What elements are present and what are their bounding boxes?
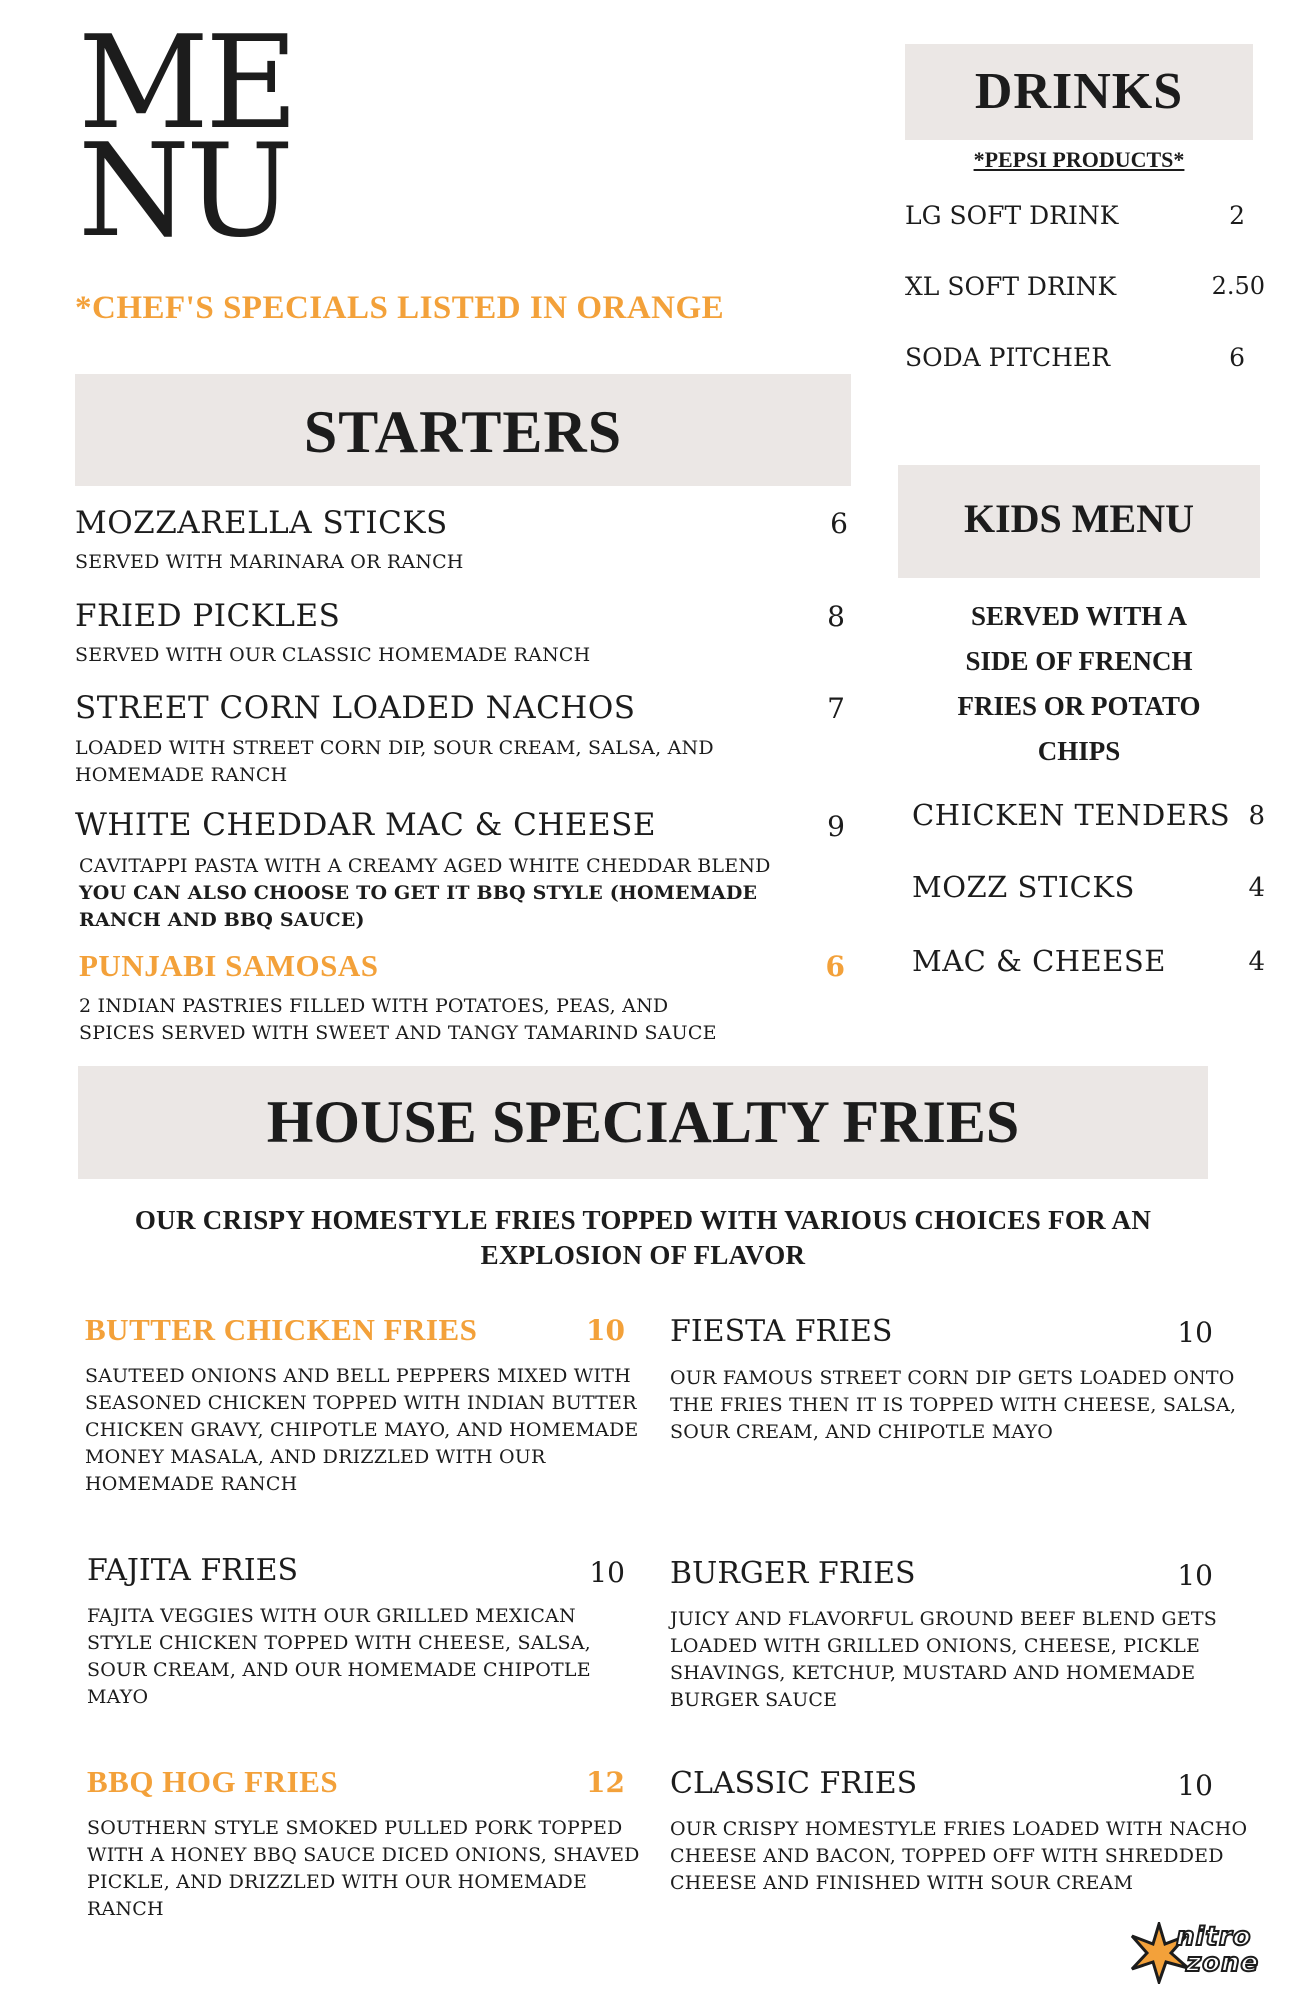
fries-desc-fiesta bbox=[670, 1365, 1236, 1446]
desc-line: SOUR CREAM, AND CHIPOTLE MAYO bbox=[670, 1421, 1054, 1443]
fries-price-burger: 10 bbox=[1177, 1559, 1213, 1592]
fries-price-fajita: 10 bbox=[589, 1556, 625, 1589]
nitro-zone-logo bbox=[1128, 1916, 1280, 1992]
fries-name-burger: BURGER FRIES bbox=[670, 1556, 916, 1591]
drink-name-lg-soft-drink: LG SOFT DRINK bbox=[905, 201, 1119, 230]
starter-desc-punjabi-samosas bbox=[79, 993, 717, 1047]
starter-price-street-corn-nachos: 7 bbox=[827, 692, 845, 725]
note-line: CHIPS bbox=[1037, 736, 1121, 766]
logo-text-line2: zone bbox=[1186, 1948, 1260, 1978]
starter-desc-white-cheddar-mac bbox=[79, 853, 771, 934]
drinks-title: DRINKS bbox=[974, 63, 1184, 120]
menu-title bbox=[78, 9, 295, 266]
desc-line: HOMEMADE RANCH bbox=[85, 1473, 298, 1495]
kids-price-mozz-sticks: 4 bbox=[1248, 873, 1265, 903]
logo-text bbox=[1176, 1924, 1259, 1976]
starter-desc-fried-pickles: SERVED WITH OUR CLASSIC HOMEMADE RANCH bbox=[75, 644, 591, 666]
drink-price-lg-soft-drink: 2 bbox=[1229, 201, 1245, 230]
fries-header bbox=[78, 1066, 1208, 1179]
desc-line: THE FRIES THEN IT IS TOPPED WITH CHEESE, SALSA, bbox=[670, 1394, 1237, 1416]
desc-line: STYLE CHICKEN TOPPED WITH CHEESE, SALSA, bbox=[87, 1632, 591, 1654]
desc-line: HOMEMADE RANCH bbox=[75, 764, 288, 786]
desc-line: CHEESE AND BACON, TOPPED OFF WITH SHREDDED bbox=[670, 1845, 1224, 1867]
fries-subtitle bbox=[78, 1203, 1208, 1273]
starter-price-mozzarella-sticks: 6 bbox=[830, 507, 848, 540]
drink-price-soda-pitcher: 6 bbox=[1229, 343, 1245, 372]
desc-line: OUR CRISPY HOMESTYLE FRIES LOADED WITH NACHO bbox=[670, 1818, 1248, 1840]
fries-desc-fajita bbox=[87, 1603, 591, 1711]
drink-price-xl-soft-drink: 2.50 bbox=[1211, 272, 1265, 300]
desc-line: CAVITAPPI PASTA WITH A CREAMY AGED WHITE CHEDDAR BLEND bbox=[79, 855, 771, 877]
starter-name-white-cheddar-mac: WHITE CHEDDAR MAC & CHEESE bbox=[75, 807, 657, 843]
desc-line: BURGER SAUCE bbox=[670, 1689, 838, 1711]
chef-specials-note: *CHEF'S SPECIALS LISTED IN ORANGE bbox=[75, 290, 725, 326]
starter-desc-street-corn-nachos bbox=[75, 735, 714, 789]
kids-price-chicken-tenders: 8 bbox=[1248, 801, 1265, 831]
desc-note-line: YOU CAN ALSO CHOOSE TO GET IT BBQ STYLE (HOMEMADE bbox=[79, 882, 758, 904]
kids-menu-note bbox=[898, 594, 1260, 774]
desc-line: SEASONED CHICKEN TOPPED WITH INDIAN BUTTER bbox=[85, 1392, 637, 1414]
fries-price-fiesta: 10 bbox=[1177, 1316, 1213, 1349]
starter-name-mozzarella-sticks: MOZZARELLA STICKS bbox=[75, 505, 448, 541]
kids-menu-title: KIDS MENU bbox=[963, 496, 1195, 541]
menu-title-line2: NU bbox=[78, 117, 290, 266]
kids-menu-header bbox=[898, 465, 1260, 578]
subtitle-line: EXPLOSION OF FLAVOR bbox=[480, 1240, 806, 1270]
fries-price-butter-chicken: 10 bbox=[586, 1314, 625, 1347]
fries-name-butter-chicken: BUTTER CHICKEN FRIES bbox=[85, 1312, 478, 1347]
starters-title: STARTERS bbox=[303, 399, 623, 465]
desc-line: LOADED WITH STREET CORN DIP, SOUR CREAM, SALSA, AND bbox=[75, 737, 714, 759]
starter-name-punjabi-samosas: PUNJABI SAMOSAS bbox=[79, 948, 379, 983]
fries-name-bbq-hog: BBQ HOG FRIES bbox=[87, 1764, 339, 1799]
desc-line: FAJITA VEGGIES WITH OUR GRILLED MEXICAN bbox=[87, 1605, 576, 1627]
note-line: SERVED WITH A bbox=[970, 601, 1188, 631]
desc-line: JUICY AND FLAVORFUL GROUND BEEF BLEND GETS bbox=[670, 1608, 1217, 1630]
fries-name-fajita: FAJITA FRIES bbox=[87, 1553, 299, 1588]
menu-title-line1: ME bbox=[78, 9, 295, 158]
drink-name-soda-pitcher: SODA PITCHER bbox=[905, 343, 1111, 372]
kids-name-chicken-tenders: CHICKEN TENDERS bbox=[912, 798, 1231, 832]
kids-name-mozz-sticks: MOZZ STICKS bbox=[912, 870, 1135, 904]
note-line: SIDE OF FRENCH bbox=[965, 646, 1193, 676]
desc-line: OUR FAMOUS STREET CORN DIP GETS LOADED ONTO bbox=[670, 1367, 1235, 1389]
fries-desc-burger bbox=[670, 1606, 1217, 1714]
starters-header bbox=[75, 374, 851, 486]
fries-desc-bbq-hog bbox=[87, 1815, 640, 1923]
kids-price-mac-cheese: 4 bbox=[1248, 947, 1265, 977]
fries-desc-butter-chicken bbox=[85, 1363, 638, 1498]
desc-line: SOUR CREAM, AND OUR HOMEMADE CHIPOTLE bbox=[87, 1659, 591, 1681]
desc-line: MAYO bbox=[87, 1686, 149, 1708]
desc-line: RANCH bbox=[87, 1898, 164, 1920]
kids-name-mac-cheese: MAC & CHEESE bbox=[912, 944, 1166, 978]
drinks-subtitle: *PEPSI PRODUCTS* bbox=[973, 147, 1185, 172]
subtitle-line: OUR CRISPY HOMESTYLE FRIES TOPPED WITH VARIOUS CHOICES FOR AN bbox=[134, 1205, 1152, 1235]
desc-line: WITH A HONEY BBQ SAUCE DICED ONIONS, SHAVED bbox=[87, 1844, 640, 1866]
desc-line: SOUTHERN STYLE SMOKED PULLED PORK TOPPED bbox=[87, 1817, 623, 1839]
fries-price-classic: 10 bbox=[1177, 1769, 1213, 1802]
starter-price-punjabi-samosas: 6 bbox=[825, 950, 845, 983]
fries-title: HOUSE SPECIALTY FRIES bbox=[266, 1089, 1020, 1155]
desc-line: SPICES SERVED WITH SWEET AND TANGY TAMARIND SAUCE bbox=[79, 1022, 717, 1044]
note-line: FRIES OR POTATO bbox=[957, 691, 1201, 721]
desc-line: CHEESE AND FINISHED WITH SOUR CREAM bbox=[670, 1872, 1134, 1894]
starter-name-fried-pickles: FRIED PICKLES bbox=[75, 598, 341, 634]
desc-line: CHICKEN GRAVY, CHIPOTLE MAYO, AND HOMEMADE bbox=[85, 1419, 639, 1441]
starter-desc-mozzarella-sticks: SERVED WITH MARINARA OR RANCH bbox=[75, 551, 464, 573]
desc-line: PICKLE, AND DRIZZLED WITH OUR HOMEMADE bbox=[87, 1871, 588, 1893]
desc-line: SHAVINGS, KETCHUP, MUSTARD AND HOMEMADE bbox=[670, 1662, 1196, 1684]
fries-name-classic: CLASSIC FRIES bbox=[670, 1766, 918, 1801]
drinks-header bbox=[905, 44, 1253, 140]
desc-line: 2 INDIAN PASTRIES FILLED WITH POTATOES, PEAS, AND bbox=[79, 995, 669, 1017]
desc-line: LOADED WITH GRILLED ONIONS, CHEESE, PICKLE bbox=[670, 1635, 1201, 1657]
fries-desc-classic bbox=[670, 1816, 1247, 1897]
starter-name-street-corn-nachos: STREET CORN LOADED NACHOS bbox=[75, 690, 636, 726]
fries-price-bbq-hog: 12 bbox=[586, 1766, 625, 1799]
drink-name-xl-soft-drink: XL SOFT DRINK bbox=[905, 272, 1117, 301]
starter-price-fried-pickles: 8 bbox=[827, 600, 845, 633]
desc-line: SAUTEED ONIONS AND BELL PEPPERS MIXED WITH bbox=[85, 1365, 631, 1387]
starter-price-white-cheddar-mac: 9 bbox=[827, 810, 845, 843]
desc-note-line: RANCH AND BBQ SAUCE) bbox=[79, 909, 365, 931]
logo-text-line1: nitro bbox=[1176, 1922, 1252, 1952]
fries-name-fiesta: FIESTA FRIES bbox=[670, 1314, 893, 1349]
desc-line: MONEY MASALA, AND DRIZZLED WITH OUR bbox=[85, 1446, 546, 1468]
